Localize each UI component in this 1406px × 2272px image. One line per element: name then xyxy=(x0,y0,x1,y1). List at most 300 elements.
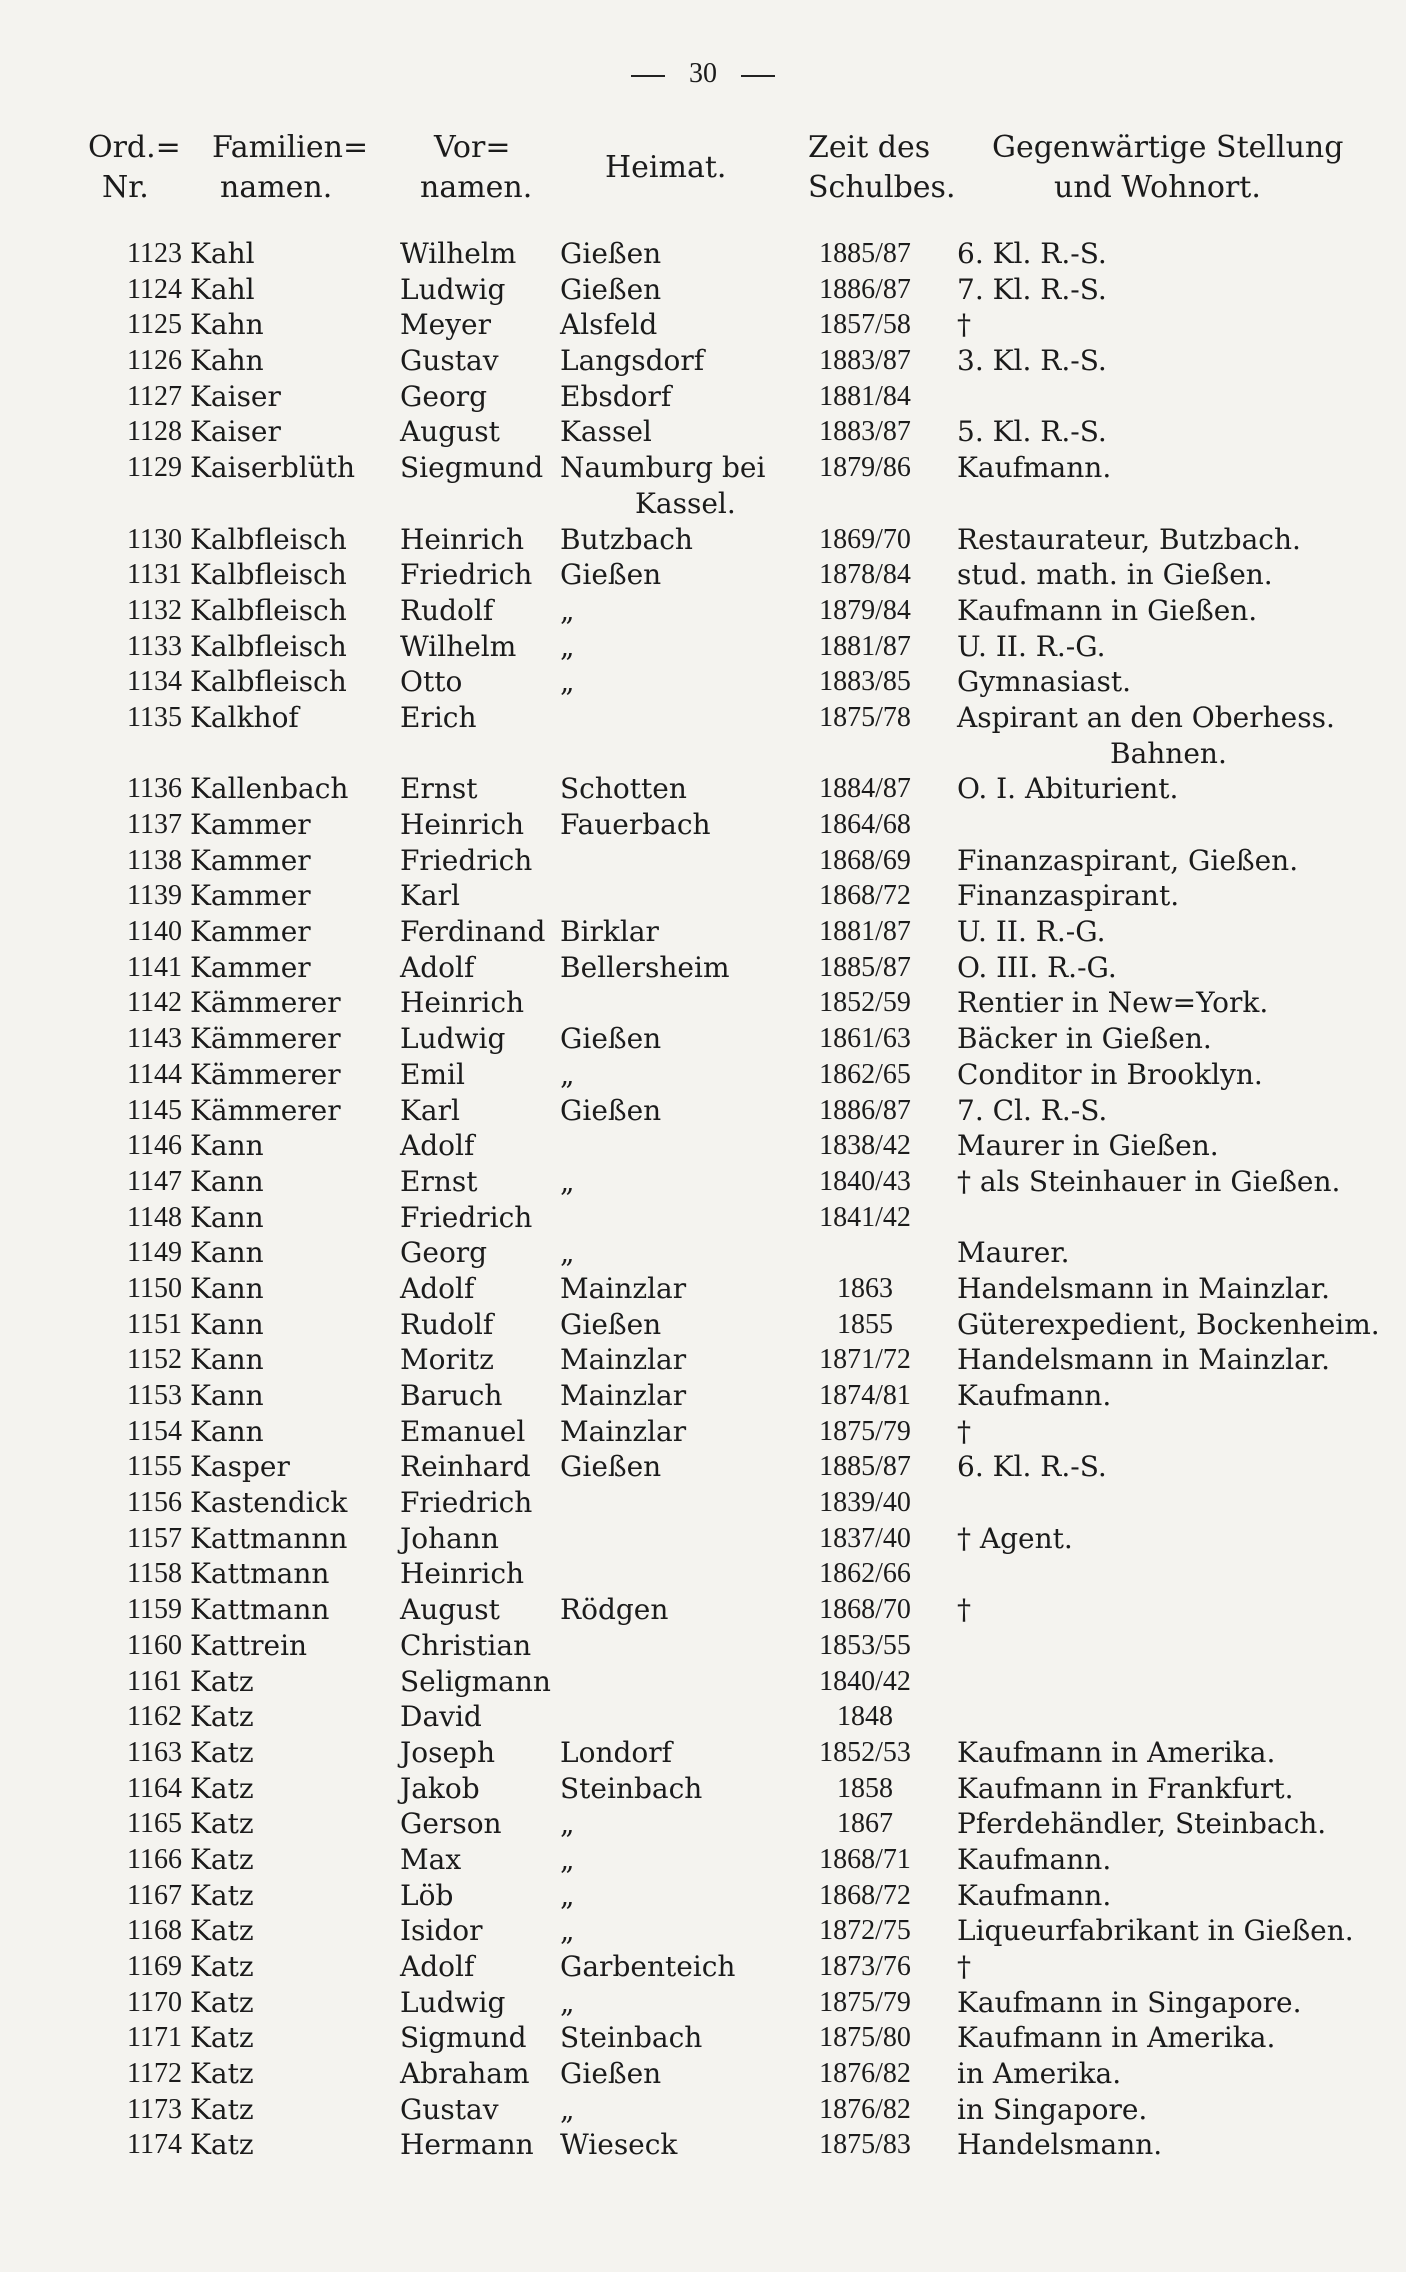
row-number: 1133 xyxy=(127,630,182,662)
row-number: 1166 xyxy=(127,1843,182,1875)
home-town: Londorf xyxy=(560,1735,673,1769)
row-number: 1154 xyxy=(127,1415,182,1447)
family-name: Kämmerer xyxy=(190,986,341,1020)
current-position: Restaurateur, Butzbach. xyxy=(957,522,1301,556)
school-years: 1886/87 xyxy=(819,1094,911,1126)
family-name: Kammer xyxy=(190,843,311,877)
family-name: Kahl xyxy=(190,272,255,306)
family-name: Katz xyxy=(190,1807,254,1841)
family-name: Kann xyxy=(190,1271,264,1305)
family-name: Kämmerer xyxy=(190,1022,341,1056)
current-position: Kaufmann in Frankfurt. xyxy=(957,1771,1294,1805)
current-position: Kaufmann in Singapore. xyxy=(957,1985,1302,2019)
school-years: 1868/72 xyxy=(819,1879,911,1911)
row-number: 1146 xyxy=(127,1130,182,1162)
table-row xyxy=(0,1592,1406,1628)
current-position: Gymnasiast. xyxy=(957,665,1132,699)
current-position: Kaufmann. xyxy=(957,1842,1112,1876)
table-row xyxy=(0,1021,1406,1057)
home-town: „ xyxy=(560,2092,575,2126)
current-position: Kaufmann in Amerika. xyxy=(957,2021,1276,2055)
family-name: Kalbfleisch xyxy=(190,629,347,663)
family-name: Kammer xyxy=(190,950,311,984)
family-name: Kalbfleisch xyxy=(190,665,347,699)
family-name: Katz xyxy=(190,1771,254,1805)
row-number: 1161 xyxy=(127,1665,182,1697)
current-position: Handelsmann. xyxy=(957,2128,1163,2162)
school-years: 1871/72 xyxy=(819,1344,911,1376)
family-name: Kann xyxy=(190,1200,264,1234)
current-position: 7. Cl. R.-S. xyxy=(957,1093,1108,1127)
school-years: 1875/80 xyxy=(819,2022,911,2054)
home-town: Gießen xyxy=(560,1022,662,1056)
school-years: 1881/84 xyxy=(819,380,911,412)
school-years: 1867 xyxy=(837,1808,893,1840)
family-name: Kann xyxy=(190,1379,264,1412)
row-number: 1144 xyxy=(127,1058,182,1090)
header-familienname xyxy=(212,128,368,208)
school-years: 1868/70 xyxy=(819,1594,911,1626)
header-zeit-line1: Zeit des xyxy=(808,130,931,165)
table-row xyxy=(0,629,1406,665)
table-row xyxy=(0,272,1406,308)
row-number: 1165 xyxy=(127,1808,182,1840)
school-years: 1855 xyxy=(837,1308,893,1340)
school-years: 1852/53 xyxy=(819,1736,911,1768)
first-name: Ernst xyxy=(400,1164,478,1198)
row-number: 1145 xyxy=(127,1094,182,1126)
table-row xyxy=(0,414,1406,450)
school-years: 1885/87 xyxy=(819,238,911,269)
school-years: 1876/82 xyxy=(819,2093,911,2125)
school-years: 1838/42 xyxy=(819,1130,911,1162)
school-years: 1837/40 xyxy=(819,1522,911,1554)
table-row xyxy=(0,1735,1406,1771)
school-years: 1875/83 xyxy=(819,2129,911,2161)
first-name: August xyxy=(400,415,500,449)
family-name: Katz xyxy=(190,2128,254,2162)
row-number: 1168 xyxy=(127,1915,182,1947)
header-vorname xyxy=(420,128,532,208)
school-years: 1868/72 xyxy=(819,880,911,912)
family-name: Katz xyxy=(190,2057,254,2091)
school-years: 1876/82 xyxy=(819,2058,911,2090)
row-number: 1167 xyxy=(127,1879,182,1911)
first-name: Adolf xyxy=(400,1129,475,1163)
header-nr-line2: Nr. xyxy=(102,170,149,205)
row-number: 1160 xyxy=(127,1629,182,1661)
current-position: Güterexpedient, Bockenheim. xyxy=(957,1307,1380,1341)
school-years: 1883/87 xyxy=(819,345,911,377)
family-name: Katz xyxy=(190,1878,254,1912)
current-position: † Agent. xyxy=(957,1521,1073,1555)
family-name: Kammer xyxy=(190,915,311,949)
table-row xyxy=(0,2092,1406,2128)
family-name: Kaiserblüth xyxy=(190,451,356,485)
first-name: Meyer xyxy=(400,308,492,342)
home-town: Gießen xyxy=(560,2057,662,2091)
row-number: 1131 xyxy=(127,559,182,591)
school-years: 1872/75 xyxy=(819,1915,911,1947)
table-row xyxy=(0,2020,1406,2056)
first-name: Otto xyxy=(400,665,463,699)
home-town: Ebsdorf xyxy=(560,379,672,413)
row-number: 1158 xyxy=(127,1558,182,1590)
row-number: 1150 xyxy=(127,1272,182,1304)
header-nr-line1: Ord.= xyxy=(88,130,181,165)
family-name: Kämmerer xyxy=(190,1093,341,1127)
dash-right xyxy=(741,75,775,77)
school-years: 1875/79 xyxy=(819,1986,911,2018)
home-town: „ xyxy=(560,1878,575,1912)
first-name: Hermann xyxy=(400,2128,534,2162)
current-position: Kaufmann. xyxy=(957,451,1112,485)
first-name: Baruch xyxy=(400,1379,503,1412)
table-row xyxy=(0,771,1406,807)
first-name: Reinhard xyxy=(400,1450,531,1484)
table-row xyxy=(0,1235,1406,1271)
header-stellung xyxy=(992,128,1343,208)
current-position: O. III. R.-G. xyxy=(957,950,1117,984)
first-name: Rudolf xyxy=(400,1307,494,1341)
row-number: 1123 xyxy=(127,238,182,269)
family-name: Katz xyxy=(190,1664,254,1698)
current-position: Aspirant an den Oberhess. xyxy=(957,700,1335,734)
family-name: Kalbfleisch xyxy=(190,522,347,556)
school-years: 1853/55 xyxy=(819,1629,911,1661)
table-row xyxy=(0,914,1406,950)
school-years: 1862/65 xyxy=(819,1058,911,1090)
family-name: Kann xyxy=(190,1343,264,1377)
home-town: Rödgen xyxy=(560,1593,669,1627)
family-name: Katz xyxy=(190,1735,254,1769)
row-number: 1139 xyxy=(127,880,182,912)
school-years: 1875/79 xyxy=(819,1415,911,1447)
table-row xyxy=(0,2127,1406,2163)
table-row xyxy=(0,2056,1406,2092)
family-name: Kahl xyxy=(190,237,255,270)
first-name: Karl xyxy=(400,879,460,913)
family-name: Kasper xyxy=(190,1450,290,1484)
page-number-line xyxy=(0,58,1406,90)
table-row xyxy=(0,1271,1406,1307)
school-years: 1840/42 xyxy=(819,1665,911,1697)
row-number: 1148 xyxy=(127,1201,182,1233)
table-row xyxy=(0,1664,1406,1700)
row-number: 1143 xyxy=(127,1023,182,1055)
home-town: Butzbach xyxy=(560,522,693,556)
header-heimat-label: Heimat. xyxy=(605,150,727,185)
home-town: Mainzlar xyxy=(560,1379,687,1412)
header-zeit-line2: Schulbes. xyxy=(808,170,956,205)
table-row xyxy=(0,593,1406,629)
current-position: Finanzaspirant, Gießen. xyxy=(957,843,1299,877)
row-number: 1124 xyxy=(127,273,182,305)
first-name: Löb xyxy=(400,1878,454,1912)
school-years: 1874/81 xyxy=(819,1380,911,1411)
current-position: Finanzaspirant. xyxy=(957,879,1180,913)
table-row xyxy=(0,1200,1406,1236)
current-position-continued: Bahnen. xyxy=(1110,736,1227,770)
first-name: Heinrich xyxy=(400,808,525,841)
table-row xyxy=(0,522,1406,558)
current-position: 6. Kl. R.-S. xyxy=(957,237,1107,270)
first-name: Moritz xyxy=(400,1343,494,1377)
current-position: 5. Kl. R.-S. xyxy=(957,415,1107,449)
home-town: Gießen xyxy=(560,558,662,592)
family-name: Kämmerer xyxy=(190,1057,341,1091)
family-name: Kastendick xyxy=(190,1486,348,1520)
family-name: Kann xyxy=(190,1236,264,1270)
first-name: Christian xyxy=(400,1628,532,1662)
table-row xyxy=(0,1806,1406,1842)
home-town: Bellersheim xyxy=(560,950,730,984)
first-name: Emanuel xyxy=(400,1414,526,1448)
current-position: in Amerika. xyxy=(957,2057,1122,2091)
table-row xyxy=(0,1378,1406,1414)
home-town: Langsdorf xyxy=(560,344,705,378)
header-stellung-line2: und Wohnort. xyxy=(1054,170,1261,205)
family-name: Katz xyxy=(190,1914,254,1948)
row-number: 1163 xyxy=(127,1736,182,1768)
table-row xyxy=(0,343,1406,379)
row-number: 1152 xyxy=(127,1344,182,1376)
table-row xyxy=(0,950,1406,986)
school-years: 1858 xyxy=(837,1772,893,1804)
first-name: Georg xyxy=(400,379,488,413)
row-number: 1147 xyxy=(127,1165,182,1197)
table-row xyxy=(0,1985,1406,2021)
first-name: Georg xyxy=(400,1236,488,1270)
first-name: Jakob xyxy=(400,1771,480,1805)
table-row xyxy=(0,1093,1406,1129)
row-number: 1157 xyxy=(127,1522,182,1554)
family-name: Katz xyxy=(190,2092,254,2126)
table-row xyxy=(0,1521,1406,1557)
family-name: Kammer xyxy=(190,879,311,913)
family-name: Katz xyxy=(190,2021,254,2055)
school-years: 1879/84 xyxy=(819,594,911,626)
family-name: Kann xyxy=(190,1307,264,1341)
row-number: 1149 xyxy=(127,1237,182,1269)
school-years: 1861/63 xyxy=(819,1023,911,1055)
home-town: Steinbach xyxy=(560,1771,703,1805)
current-position: 3. Kl. R.-S. xyxy=(957,344,1107,378)
header-heimat xyxy=(605,148,726,188)
first-name: Adolf xyxy=(400,1271,475,1305)
table-row xyxy=(0,307,1406,343)
school-years: 1848 xyxy=(837,1701,893,1733)
current-position: in Singapore. xyxy=(957,2092,1148,2126)
home-town-continued: Kassel. xyxy=(635,486,736,520)
page-number: 30 xyxy=(689,58,717,89)
table-row xyxy=(0,1485,1406,1521)
table-row xyxy=(0,1628,1406,1664)
first-name: Siegmund xyxy=(400,451,544,485)
row-number: 1174 xyxy=(127,2129,182,2161)
header-fam-line2: namen. xyxy=(220,170,333,205)
first-name: Erich xyxy=(400,700,477,734)
family-name: Kann xyxy=(190,1164,264,1198)
table-row xyxy=(0,1556,1406,1592)
table-row-continuation xyxy=(0,736,1406,772)
family-name: Katz xyxy=(190,1950,254,1983)
current-position: Conditor in Brooklyn. xyxy=(957,1057,1263,1091)
current-position: Kaufmann. xyxy=(957,1379,1112,1412)
current-position: Bäcker in Gießen. xyxy=(957,1022,1212,1056)
first-name: Sigmund xyxy=(400,2021,527,2055)
school-years: 1852/59 xyxy=(819,987,911,1019)
school-years: 1862/66 xyxy=(819,1558,911,1590)
first-name: Heinrich xyxy=(400,986,525,1020)
first-name: Ludwig xyxy=(400,1022,506,1056)
table-row xyxy=(0,1842,1406,1878)
table-row xyxy=(0,843,1406,879)
row-number: 1137 xyxy=(127,809,182,840)
school-years: 1885/87 xyxy=(819,951,911,983)
family-name: Kaiser xyxy=(190,415,281,449)
table-row xyxy=(0,1342,1406,1378)
school-years: 1841/42 xyxy=(819,1201,911,1233)
first-name: Ernst xyxy=(400,772,478,806)
family-name: Kann xyxy=(190,1129,264,1163)
family-name: Katz xyxy=(190,1985,254,2019)
row-number: 1128 xyxy=(127,416,182,448)
row-number: 1138 xyxy=(127,844,182,876)
current-position: 6. Kl. R.-S. xyxy=(957,1450,1107,1484)
first-name: Isidor xyxy=(400,1914,483,1948)
home-town: Naumburg bei xyxy=(560,451,766,485)
home-town: Mainzlar xyxy=(560,1414,687,1448)
school-years: 1868/71 xyxy=(819,1843,911,1875)
table-row xyxy=(0,1878,1406,1914)
family-name: Kammer xyxy=(190,808,311,841)
table-row xyxy=(0,1771,1406,1807)
row-number: 1129 xyxy=(127,452,182,484)
school-years: 1883/87 xyxy=(819,416,911,448)
row-number: 1164 xyxy=(127,1772,182,1804)
first-name: Rudolf xyxy=(400,593,494,627)
table-row xyxy=(0,878,1406,914)
row-number: 1134 xyxy=(127,666,182,698)
row-number: 1136 xyxy=(127,773,182,805)
row-number: 1141 xyxy=(127,951,182,983)
school-years: 1878/84 xyxy=(819,559,911,591)
row-number: 1151 xyxy=(127,1308,182,1340)
header-nr xyxy=(88,128,181,208)
current-position: Handelsmann in Mainzlar. xyxy=(957,1271,1331,1305)
school-years: 1883/85 xyxy=(819,666,911,698)
home-town: „ xyxy=(560,1057,575,1091)
home-town: Steinbach xyxy=(560,2021,703,2055)
table-row xyxy=(0,236,1406,272)
school-years: 1869/70 xyxy=(819,523,911,555)
row-number: 1162 xyxy=(127,1701,182,1733)
home-town: Alsfeld xyxy=(560,308,658,342)
first-name: Johann xyxy=(400,1521,499,1555)
current-position: U. II. R.-G. xyxy=(957,629,1106,663)
table-row xyxy=(0,1414,1406,1450)
row-number: 1156 xyxy=(127,1487,182,1519)
row-number: 1172 xyxy=(127,2058,182,2090)
table-row xyxy=(0,985,1406,1021)
first-name: August xyxy=(400,1593,500,1627)
school-years: 1875/78 xyxy=(819,701,911,733)
current-position: Kaufmann in Amerika. xyxy=(957,1735,1276,1769)
home-town: Birklar xyxy=(560,915,659,949)
header-stellung-line1: Gegenwärtige Stellung xyxy=(992,130,1344,165)
home-town: Mainzlar xyxy=(560,1271,687,1305)
home-town: „ xyxy=(560,593,575,627)
school-years: 1840/43 xyxy=(819,1165,911,1197)
header-vor-line2: namen. xyxy=(420,170,533,205)
school-years: 1839/40 xyxy=(819,1487,911,1519)
school-years: 1885/87 xyxy=(819,1451,911,1483)
current-position: Maurer. xyxy=(957,1236,1070,1270)
home-town: Gießen xyxy=(560,237,662,270)
family-name: Kattrein xyxy=(190,1628,308,1662)
table-row xyxy=(0,1449,1406,1485)
home-town: „ xyxy=(560,1236,575,1270)
family-name: Kalbfleisch xyxy=(190,558,347,592)
current-position: Maurer in Gießen. xyxy=(957,1129,1219,1163)
current-position: stud. math. in Gießen. xyxy=(957,558,1273,592)
first-name: Emil xyxy=(400,1057,465,1091)
current-position: † als Steinhauer in Gießen. xyxy=(957,1164,1341,1198)
table-row xyxy=(0,1164,1406,1200)
first-name: Friedrich xyxy=(400,1486,533,1520)
home-town: „ xyxy=(560,1914,575,1948)
home-town: „ xyxy=(560,1807,575,1841)
school-years: 1884/87 xyxy=(819,773,911,805)
home-town: Gießen xyxy=(560,272,662,306)
family-name: Kattmannn xyxy=(190,1521,348,1555)
first-name: Friedrich xyxy=(400,558,533,592)
header-fam-line1: Familien= xyxy=(212,130,369,165)
current-position: Rentier in New=York. xyxy=(957,986,1269,1020)
table-row xyxy=(0,1057,1406,1093)
first-name: Karl xyxy=(400,1093,460,1127)
current-position: Handelsmann in Mainzlar. xyxy=(957,1343,1331,1377)
home-town: „ xyxy=(560,1164,575,1198)
current-position: † xyxy=(957,308,971,342)
row-number: 1135 xyxy=(127,701,182,733)
first-name: Gerson xyxy=(400,1807,502,1841)
home-town: „ xyxy=(560,665,575,699)
table-row xyxy=(0,557,1406,593)
home-town: Garbenteich xyxy=(560,1950,736,1983)
table-row xyxy=(0,664,1406,700)
table-row xyxy=(0,379,1406,415)
header-zeit xyxy=(808,128,955,208)
table-row-continuation xyxy=(0,486,1406,522)
first-name: Seligmann xyxy=(400,1664,551,1698)
row-number: 1159 xyxy=(127,1594,182,1626)
school-years: 1873/76 xyxy=(819,1951,911,1982)
table-row xyxy=(0,1307,1406,1343)
first-name: Friedrich xyxy=(400,1200,533,1234)
first-name: Friedrich xyxy=(400,843,533,877)
table-row xyxy=(0,1949,1406,1985)
first-name: Ludwig xyxy=(400,1985,506,2019)
family-name: Kalbfleisch xyxy=(190,593,347,627)
first-name: Ferdinand xyxy=(400,915,546,949)
first-name: Ludwig xyxy=(400,272,506,306)
first-name: Gustav xyxy=(400,344,499,378)
current-position: 7. Kl. R.-S. xyxy=(957,272,1107,306)
family-name: Katz xyxy=(190,1842,254,1876)
row-number: 1142 xyxy=(127,987,182,1019)
